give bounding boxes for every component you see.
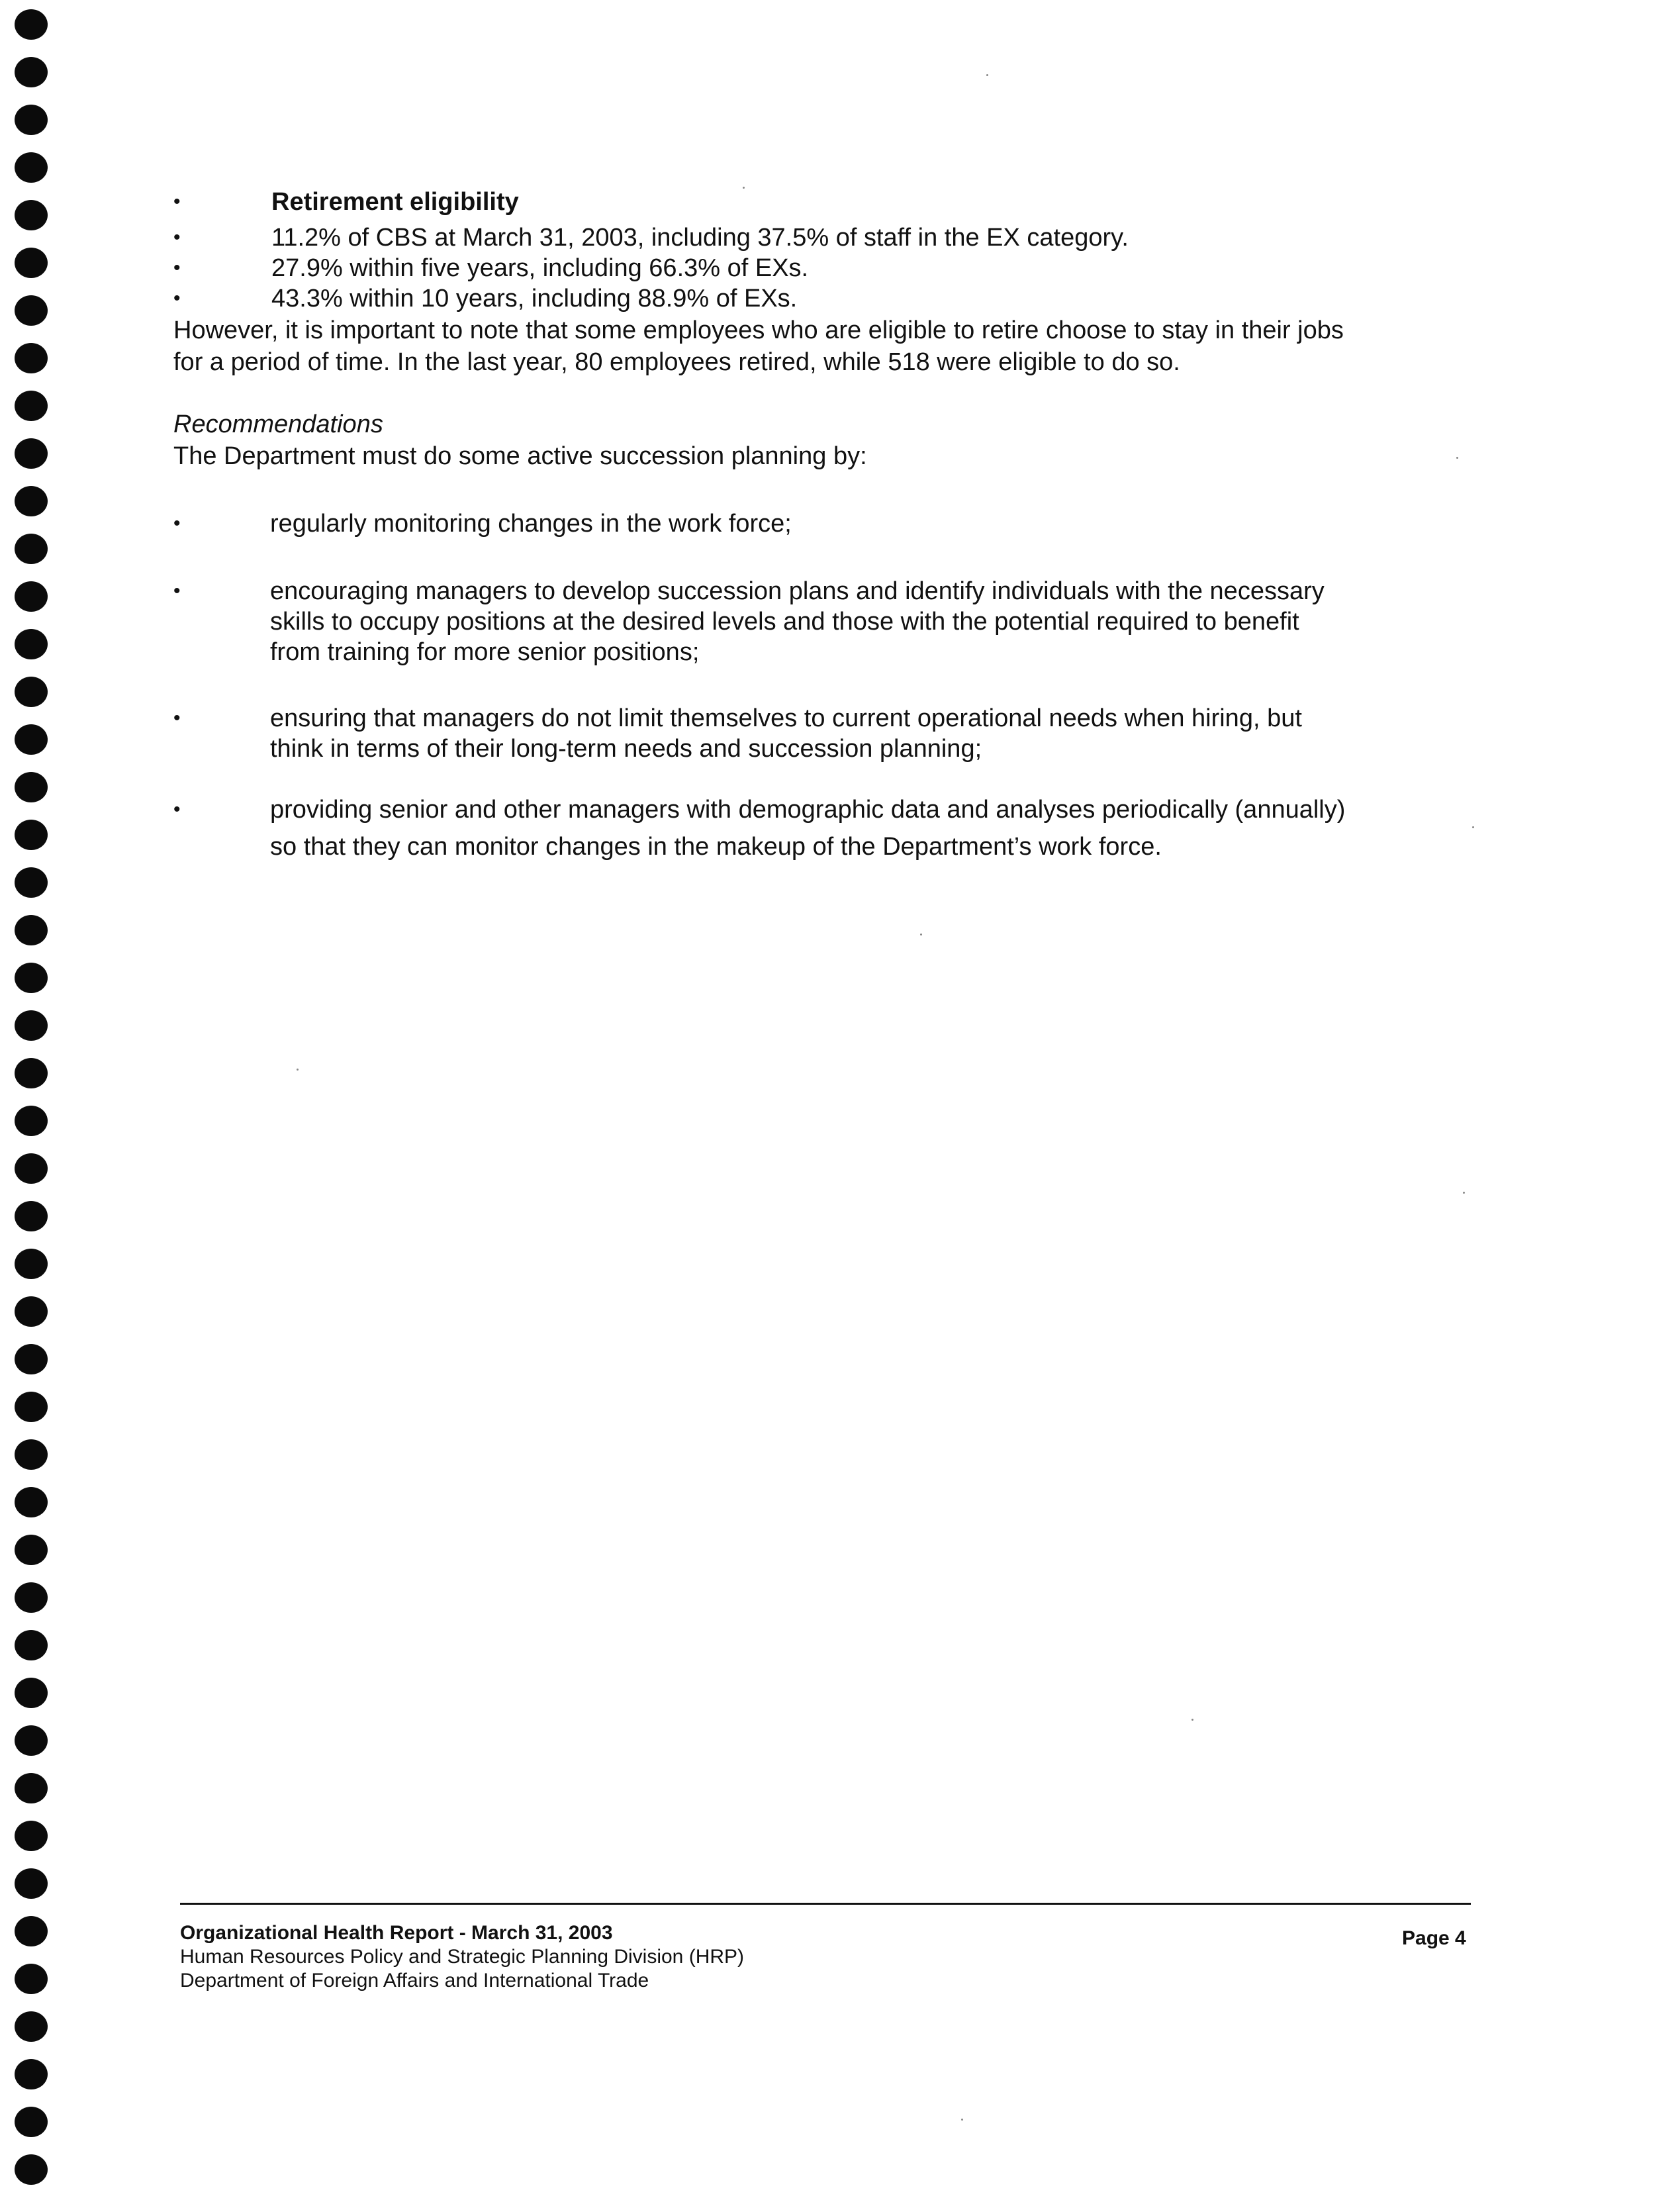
binding-hole xyxy=(15,1249,48,1279)
binding-hole xyxy=(15,295,48,326)
binding-hole xyxy=(15,2011,48,2042)
binding-hole xyxy=(15,915,48,945)
binding-hole xyxy=(15,152,48,183)
recommendation-line: think in terms of their long-term needs and succession planning; xyxy=(270,735,982,763)
retirement-heading: Retirement eligibility xyxy=(271,188,519,216)
binding-hole xyxy=(15,581,48,612)
binding-hole xyxy=(15,57,48,87)
scan-speck xyxy=(743,187,745,189)
binding-hole xyxy=(15,1392,48,1422)
recommendation-line: so that they can monitor changes in the makeup of the Department’s work force. xyxy=(270,833,1162,861)
binding-hole xyxy=(15,1153,48,1184)
binding-hole xyxy=(15,1964,48,1994)
binding-hole xyxy=(15,1439,48,1470)
binding-hole xyxy=(15,105,48,135)
scan-speck xyxy=(986,74,988,76)
binding-hole xyxy=(15,1058,48,1088)
scan-speck xyxy=(1472,826,1474,828)
footer-division: Human Resources Policy and Strategic Planning Division (HRP) xyxy=(180,1946,745,1968)
binding-hole xyxy=(15,486,48,516)
binding-hole xyxy=(15,2107,48,2137)
binding-hole xyxy=(15,1678,48,1708)
bullet: • xyxy=(173,707,181,729)
binding-hole xyxy=(15,9,48,40)
scan-speck xyxy=(920,934,922,935)
binding-hole xyxy=(15,867,48,898)
binding-hole xyxy=(15,391,48,421)
page-number: Page 4 xyxy=(1402,1927,1466,1949)
binding-hole xyxy=(15,1916,48,1946)
scan-speck xyxy=(1191,1719,1193,1721)
binding-hole xyxy=(15,2059,48,2089)
bullet: • xyxy=(173,191,181,213)
binding-hole xyxy=(15,629,48,659)
binding-hole xyxy=(15,820,48,850)
footer-department: Department of Foreign Affairs and International Trade xyxy=(180,1970,649,1991)
binding-hole xyxy=(15,200,48,230)
recommendations-intro: The Department must do some active succession planning by: xyxy=(173,442,867,470)
binding-hole xyxy=(15,343,48,373)
binding-hole xyxy=(15,534,48,564)
bullet: • xyxy=(173,512,181,534)
scan-speck xyxy=(1463,1192,1465,1194)
retirement-item: 27.9% within five years, including 66.3% of EXs. xyxy=(271,254,809,282)
binding-hole xyxy=(15,677,48,707)
binding-hole xyxy=(15,963,48,993)
binding-hole xyxy=(15,1630,48,1660)
binding-hole xyxy=(15,1487,48,1517)
binding-hole xyxy=(15,1344,48,1374)
binding-hole xyxy=(15,1582,48,1613)
binding-hole xyxy=(15,1868,48,1899)
binding-hole xyxy=(15,248,48,278)
recommendation-line: providing senior and other managers with demographic data and analyses periodically (annually) xyxy=(270,796,1346,824)
recommendation-line: regularly monitoring changes in the work force; xyxy=(270,510,792,538)
binding-hole xyxy=(15,1773,48,1803)
bullet: • xyxy=(173,798,181,820)
retirement-note-line: for a period of time. In the last year, 80 employees retired, while 518 were eligible to do so. xyxy=(173,348,1180,376)
binding-hole xyxy=(15,1725,48,1756)
bullet: • xyxy=(173,226,181,248)
recommendations-heading: Recommendations xyxy=(173,410,383,438)
scan-speck xyxy=(1456,457,1458,459)
bullet: • xyxy=(173,257,181,279)
recommendation-line: encouraging managers to develop succession plans and identify individuals with the necessary xyxy=(270,577,1325,605)
retirement-item: 43.3% within 10 years, including 88.9% of EXs. xyxy=(271,285,798,312)
footer-rule xyxy=(180,1903,1471,1905)
recommendation-line: from training for more senior positions; xyxy=(270,638,700,666)
recommendation-line: ensuring that managers do not limit themselves to current operational needs when hiring, but xyxy=(270,704,1302,732)
binding-hole xyxy=(15,1201,48,1231)
bullet: • xyxy=(173,287,181,309)
binding-hole xyxy=(15,772,48,802)
scan-speck xyxy=(297,1069,299,1071)
binding-hole xyxy=(15,1296,48,1327)
recommendation-line: skills to occupy positions at the desired levels and those with the potential required to benefit xyxy=(270,608,1299,636)
binding-holes xyxy=(15,0,54,2204)
retirement-note-line: However, it is important to note that some employees who are eligible to retire choose to stay in their jobs xyxy=(173,316,1344,344)
binding-hole xyxy=(15,724,48,755)
retirement-item: 11.2% of CBS at March 31, 2003, including 37.5% of staff in the EX category. xyxy=(271,224,1129,252)
binding-hole xyxy=(15,1821,48,1851)
footer-report-title: Organizational Health Report - March 31, 2003 xyxy=(180,1922,613,1944)
binding-hole xyxy=(15,1010,48,1041)
binding-hole xyxy=(15,2154,48,2185)
scan-speck xyxy=(961,2119,963,2121)
binding-hole xyxy=(15,438,48,469)
binding-hole xyxy=(15,1106,48,1136)
bullet: • xyxy=(173,580,181,602)
binding-hole xyxy=(15,1535,48,1565)
